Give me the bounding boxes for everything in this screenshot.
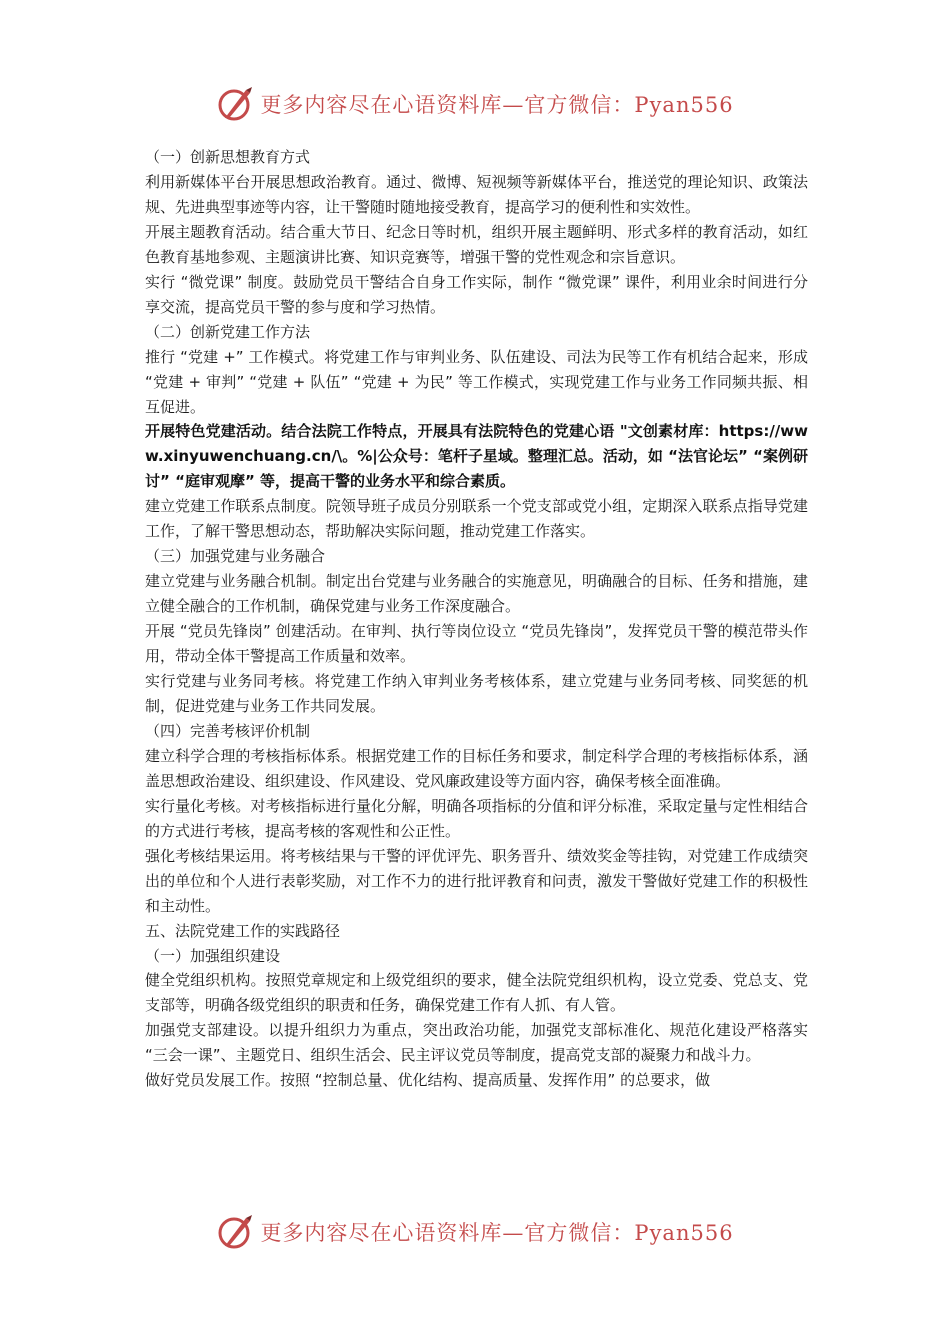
paragraph: （三）加强党建与业务融合 <box>145 547 326 566</box>
paragraph: 强化考核结果运用。将考核结果与干警的评优评先、职务晋升、绩效奖金等挂钩，对党建工作成绩突出的单位和个人进行表彰奖励，对工作不力的进行批评教育和问责，激发干警做好党建工作的积极性和主动性。 <box>145 846 808 915</box>
paragraph: 推行 “党建 +” 工作模式。将党建工作与审判业务、队伍建设、司法为民等工作有机结合起来，形成 “党建 + 审判” “党建 + 队伍” “党建 + 为民” 等工作模式，实现党建工作与业务工作同频共振、相互促进。 <box>145 347 808 416</box>
quill-pen-logo-icon <box>216 84 256 124</box>
paragraph: 开展特色党建活动。结合法院工作特点，开展具有法院特色的党建心语 "文创素材库：https://www.xinyuwenchuang.cn/\。%|公众号：笔杆子星域。整理汇总。活动，如 “法官论坛” “案例研讨” “庭审观摩” 等，提高干警的业务水平和综合素质。 <box>145 422 808 491</box>
quill-pen-logo-icon <box>216 1212 256 1252</box>
header-watermark-banner <box>0 84 950 124</box>
footer-watermark-banner <box>0 1212 950 1252</box>
paragraph: （一）加强组织建设 <box>145 946 281 965</box>
paragraph: 开展 “党员先锋岗” 创建活动。在审判、执行等岗位设立 “党员先锋岗”，发挥党员干警的模范带头作用，带动全体干警提高工作质量和效率。 <box>145 622 808 666</box>
document-body <box>145 145 808 1093</box>
paragraph: 建立科学合理的考核指标体系。根据党建工作的目标任务和要求，制定科学合理的考核指标体系，涵盖思想政治建设、组织建设、作风建设、党风廉政建设等方面内容，确保考核全面准确。 <box>145 746 808 790</box>
paragraph: （四）完善考核评价机制 <box>145 721 311 740</box>
paragraph: 开展主题教育活动。结合重大节日、纪念日等时机，组织开展主题鲜明、形式多样的教育活动，如红色教育基地参观、主题演讲比赛、知识竞赛等，增强干警的党性观念和宗旨意识。 <box>145 222 808 266</box>
paragraph: 五、法院党建工作的实践路径 <box>145 921 341 940</box>
banner-text: 更多内容尽在心语资料库—官方微信：Pyan556 <box>260 1221 734 1245</box>
paragraph: 建立党建与业务融合机制。制定出台党建与业务融合的实施意见，明确融合的目标、任务和措施，建立健全融合的工作机制，确保党建与业务工作深度融合。 <box>145 572 808 616</box>
paragraph: 利用新媒体平台开展思想政治教育。通过、微博、短视频等新媒体平台，推送党的理论知识、政策法规、先进典型事迹等内容，让干警随时随地接受教育，提高学习的便利性和实效性。 <box>145 172 808 216</box>
paragraph: 实行 “微党课” 制度。鼓励党员干警结合自身工作实际，制作 “微党课” 课件，利用业余时间进行分享交流，提高党员干警的参与度和学习热情。 <box>145 272 808 316</box>
paragraph: （一）创新思想教育方式 <box>145 148 311 166</box>
banner-text: 更多内容尽在心语资料库—官方微信：Pyan556 <box>260 93 734 117</box>
paragraph: 加强党支部建设。以提升组织力为重点，突出政治功能，加强党支部标准化、规范化建设严格落实 “三会一课”、主题党日、组织生活会、民主评议党员等制度，提高党支部的凝聚力和战斗力。 <box>145 1021 808 1065</box>
paragraph: 健全党组织机构。按照党章规定和上级党组织的要求，健全法院党组织机构，设立党委、党总支、党支部等，明确各级党组织的职责和任务，确保党建工作有人抓、有人管。 <box>145 971 808 1015</box>
paragraph: （二）创新党建工作方法 <box>145 322 311 341</box>
paragraph: 建立党建工作联系点制度。院领导班子成员分别联系一个党支部或党小组，定期深入联系点指导党建工作，了解干警思想动态，帮助解决实际问题，推动党建工作落实。 <box>145 497 808 541</box>
paragraph: 做好党员发展工作。按照 “控制总量、优化结构、提高质量、发挥作用” 的总要求，做 <box>145 1071 711 1090</box>
paragraph: 实行量化考核。对考核指标进行量化分解，明确各项指标的分值和评分标准，采取定量与定性相结合的方式进行考核，提高考核的客观性和公正性。 <box>145 796 808 840</box>
paragraph: 实行党建与业务同考核。将党建工作纳入审判业务考核体系，建立党建与业务同考核、同奖惩的机制，促进党建与业务工作共同发展。 <box>145 672 808 715</box>
